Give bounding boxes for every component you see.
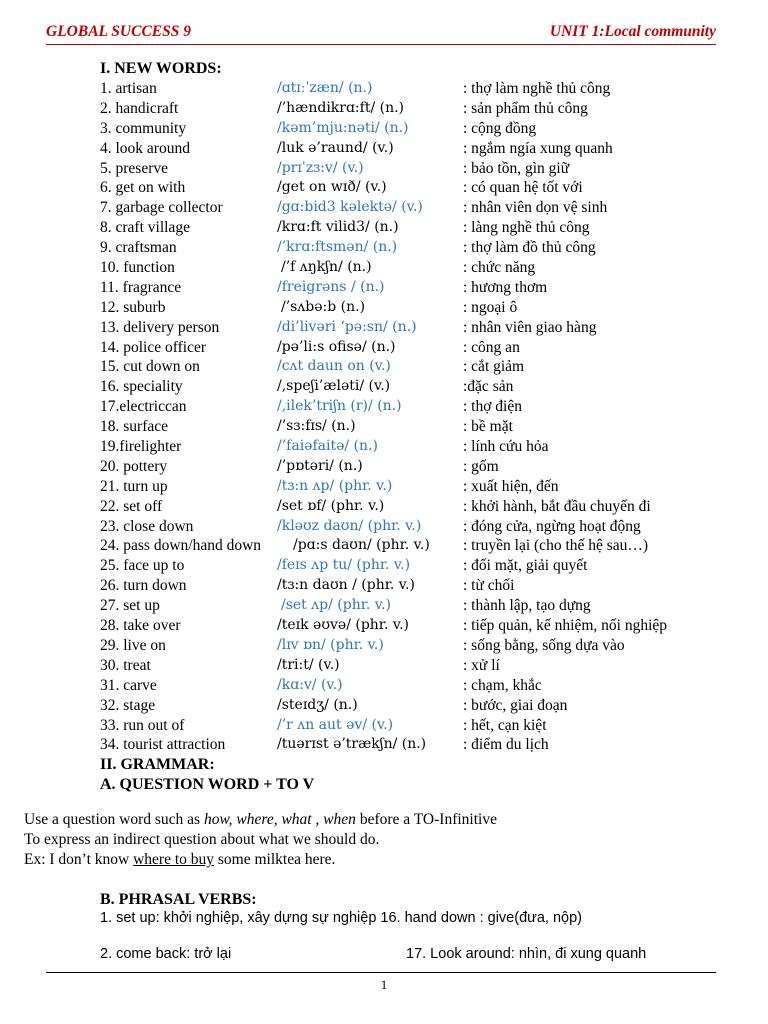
word-pronunciation: /tɜ:n daʊn / (phr. v.) xyxy=(277,577,415,594)
vocabulary-row xyxy=(100,676,740,696)
vocabulary-row xyxy=(100,517,740,537)
word-meaning: : ngoại ô xyxy=(463,298,518,316)
word-meaning: : đối mặt, giải quyết xyxy=(463,557,588,575)
vocabulary-row xyxy=(100,318,740,338)
word-meaning: : thợ điện xyxy=(463,398,522,416)
vocabulary-row xyxy=(100,218,740,238)
word-english: 32. stage xyxy=(100,696,156,714)
vocabulary-row xyxy=(100,417,740,437)
grammar-rule-text-end: before a TO-Infinitive xyxy=(355,811,497,828)
vocabulary-row xyxy=(100,79,740,99)
vocabulary-row xyxy=(100,477,740,497)
word-pronunciation: /kləʊz daʊn/ (phr. v.) xyxy=(277,517,422,534)
word-meaning: : sản phẩm thủ công xyxy=(463,99,588,117)
vocabulary-row xyxy=(100,258,740,278)
word-meaning: : lính cứu hỏa xyxy=(463,438,549,456)
phrasal-verb-row-1: 1. set up: khởi nghiệp, xây dựng sự nghiệp 16. hand down : give(đưa, nộp) xyxy=(100,910,582,926)
word-english: 20. pottery xyxy=(100,457,168,475)
word-meaning: : bảo tồn, gìn giữ xyxy=(463,159,570,177)
grammar-rule-line-1 xyxy=(24,810,497,830)
word-pronunciation: /’sʌbə:b (n.) xyxy=(281,298,366,315)
word-pronunciation: /krɑ:ft vilid3/ (n.) xyxy=(277,219,399,236)
vocabulary-row xyxy=(100,576,740,596)
word-pronunciation: /tuərɪst ə’trækʃn/ (n.) xyxy=(277,736,427,753)
word-pronunciation: /kəm’mju:nəti/ (n.) xyxy=(277,119,409,136)
word-english: 11. fragrance xyxy=(100,278,182,296)
word-meaning: :đặc sản xyxy=(463,378,514,396)
header-unit-title: UNIT 1:Local community xyxy=(549,23,716,40)
word-pronunciation: /freigrəns / (n.) xyxy=(277,278,385,295)
word-meaning: : điểm du lịch xyxy=(463,736,549,754)
word-meaning: : thợ làm nghề thủ công xyxy=(463,80,611,97)
word-meaning: : từ chối xyxy=(463,577,515,595)
word-pronunciation: /tri:t/ (v.) xyxy=(277,656,340,673)
word-meaning: : truyền lại (cho thế hệ sau…) xyxy=(463,537,649,555)
vocabulary-row xyxy=(100,357,740,377)
word-pronunciation: /di’livəri ‘pə:sn/ (n.) xyxy=(277,318,417,335)
word-meaning: : bước, giai đoạn xyxy=(463,696,568,714)
word-pronunciation: /’krɑ:ftsmən/ (n.) xyxy=(277,239,398,256)
word-pronunciation: /get on wɪð/ (v.) xyxy=(277,179,387,196)
word-pronunciation: /’r ʌn aut əv/ (v.) xyxy=(277,716,394,733)
word-english: 29. live on xyxy=(100,636,166,654)
word-pronunciation: /’faiəfaitə/ (n.) xyxy=(277,438,378,455)
word-english: 8. craft village xyxy=(100,219,190,237)
word-english: 3. community xyxy=(100,119,187,137)
word-english: 9. craftsman xyxy=(100,239,177,257)
word-pronunciation: /pə’li:s ofisə/ (n.) xyxy=(277,338,396,355)
vocabulary-row xyxy=(100,636,740,656)
example-underlined: where to buy xyxy=(133,851,214,868)
word-pronunciation: /lɪv ɒn/ (phr. v.) xyxy=(277,636,384,653)
word-english: 4. look around xyxy=(100,139,190,157)
vocabulary-row xyxy=(100,159,740,179)
word-pronunciation: /gɑ:bid3 kəlektə/ (v.) xyxy=(277,199,423,216)
word-english: 31. carve xyxy=(100,676,157,694)
vocabulary-row xyxy=(100,178,740,198)
word-english: 26. turn down xyxy=(100,577,187,595)
section-phrasal-verbs-title: B. PHRASAL VERBS: xyxy=(100,891,257,908)
vocabulary-row xyxy=(100,238,740,258)
word-english: 33. run out of xyxy=(100,716,185,734)
vocabulary-row xyxy=(100,716,740,736)
vocabulary-row xyxy=(100,596,740,616)
word-english: 15. cut down on xyxy=(100,358,200,376)
word-pronunciation: /ɑtɪːˈzæn/ (n.) xyxy=(277,80,373,96)
word-english: 17.electriccan xyxy=(100,398,187,416)
word-english: 34. tourist attraction xyxy=(100,736,226,754)
grammar-example xyxy=(24,850,335,870)
word-english: 25. face up to xyxy=(100,557,185,575)
vocabulary-row xyxy=(100,696,740,716)
phrasal-verb-row-2-left: 2. come back: trở lại xyxy=(100,946,232,962)
vocabulary-list xyxy=(100,79,740,755)
word-english: 18. surface xyxy=(100,418,168,436)
word-english: 23. close down xyxy=(100,517,194,535)
word-meaning: : gốm xyxy=(463,457,499,475)
word-english: 16. speciality xyxy=(100,378,183,396)
vocabulary-row xyxy=(100,377,740,397)
grammar-subsection-a-title: A. QUESTION WORD + TO V xyxy=(100,776,315,794)
vocabulary-row xyxy=(100,99,740,119)
page-header xyxy=(46,20,716,45)
word-meaning: : khởi hành, bắt đầu chuyến đi xyxy=(463,497,651,515)
word-meaning: : nhân viên dọn vệ sinh xyxy=(463,199,608,217)
vocabulary-row xyxy=(100,735,740,755)
word-english: 28. take over xyxy=(100,617,181,635)
word-pronunciation: /,speʃi’æləti/ (v.) xyxy=(277,378,391,395)
word-pronunciation: /teɪk əʊvə/ (phr. v.) xyxy=(277,617,410,634)
word-pronunciation: /set ʌp/ (phr. v.) xyxy=(281,597,391,614)
word-meaning: : chạm, khắc xyxy=(463,676,542,694)
word-pronunciation: /feɪs ʌp tu/ (phr. v.) xyxy=(277,557,411,574)
vocabulary-row xyxy=(100,536,740,556)
word-meaning: : xuất hiện, đến xyxy=(463,477,559,495)
word-pronunciation: /’hændikrɑ:ft/ (n.) xyxy=(277,99,405,116)
word-meaning: : tiếp quản, kế nhiệm, nối nghiệp xyxy=(463,617,668,635)
word-meaning: : cộng đồng xyxy=(463,119,537,137)
word-english: 13. delivery person xyxy=(100,318,220,336)
word-pronunciation: /steɪdʒ/ (n.) xyxy=(277,696,358,713)
question-words-italic: how, where, what , when xyxy=(203,811,356,828)
word-english: 5. preserve xyxy=(100,159,168,177)
word-english: 24. pass down/hand down xyxy=(100,537,262,555)
word-meaning: : làng nghề thủ công xyxy=(463,219,590,237)
example-text-end: some milktea here. xyxy=(214,851,336,868)
word-english: 30. treat xyxy=(100,656,151,674)
footer-divider xyxy=(46,972,716,973)
word-meaning: : hết, cạn kiệt xyxy=(463,716,547,734)
section-grammar-title: II. GRAMMAR: xyxy=(100,756,215,774)
grammar-rule-text: Use a question word such as xyxy=(24,811,204,828)
phrasal-verb-row-2-right: 17. Look around: nhìn, đi xung quanh xyxy=(406,946,647,962)
vocabulary-row xyxy=(100,198,740,218)
word-meaning: : thợ làm đồ thủ công xyxy=(463,239,596,257)
section-new-words-title: I. NEW WORDS: xyxy=(100,60,222,77)
word-meaning: : nhân viên giao hàng xyxy=(463,318,597,336)
word-english: 19.firelighter xyxy=(100,438,182,456)
word-english: 6. get on with xyxy=(100,179,186,197)
vocabulary-row xyxy=(100,397,740,417)
word-pronunciation: /’pɒtəri/ (n.) xyxy=(277,457,363,474)
document-body xyxy=(100,59,740,795)
vocabulary-row xyxy=(100,338,740,358)
vocabulary-row xyxy=(100,556,740,576)
word-pronunciation: /’f ʌŋkʃn/ (n.) xyxy=(281,259,372,276)
word-pronunciation: /prɪˈzɜ:v/ (v.) xyxy=(277,159,364,176)
word-english: 22. set off xyxy=(100,497,163,515)
vocabulary-row xyxy=(100,437,740,457)
word-english: 27. set up xyxy=(100,597,160,615)
word-pronunciation: /’sɜ:fɪs/ (n.) xyxy=(277,418,356,435)
vocabulary-row xyxy=(100,119,740,139)
word-meaning: : sống bằng, sống dựa vào xyxy=(463,636,625,654)
word-meaning: : cắt giảm xyxy=(463,358,525,376)
word-meaning: : chức năng xyxy=(463,259,536,277)
word-meaning: : hương thơm xyxy=(463,278,548,296)
word-meaning: : công an xyxy=(463,338,520,356)
vocabulary-row xyxy=(100,616,740,636)
word-meaning: : ngắm ngía xung quanh xyxy=(463,139,613,157)
word-pronunciation: /luk ə’raund/ (v.) xyxy=(277,139,394,156)
vocabulary-row xyxy=(100,497,740,517)
grammar-rule-line-2: To express an indirect question about what we should do. xyxy=(24,831,380,848)
word-english: 12. suburb xyxy=(100,298,166,316)
word-english: 2. handicraft xyxy=(100,99,179,117)
word-english: 21. turn up xyxy=(100,477,168,495)
word-meaning: : đóng cửa, ngừng hoạt động xyxy=(463,517,641,535)
word-pronunciation: /cʌt daun on (v.) xyxy=(277,358,391,375)
vocabulary-row xyxy=(100,278,740,298)
word-pronunciation: /,ilek’triʃn (r)/ (n.) xyxy=(277,398,402,415)
word-english: 7. garbage collector xyxy=(100,199,223,217)
word-pronunciation: /kɑ:v/ (v.) xyxy=(277,676,343,693)
word-meaning: : có quan hệ tốt với xyxy=(463,179,583,197)
vocabulary-row xyxy=(100,457,740,477)
header-book-title: GLOBAL SUCCESS 9 xyxy=(46,23,191,40)
word-english: 10. function xyxy=(100,259,175,277)
word-meaning: : xử lí xyxy=(463,656,500,674)
word-english: 1. artisan xyxy=(100,80,157,97)
word-pronunciation: /tɜ:n ʌp/ (phr. v.) xyxy=(277,477,393,494)
word-meaning: : bề mặt xyxy=(463,418,513,436)
vocabulary-row xyxy=(100,656,740,676)
word-pronunciation: /set ɒf/ (phr. v.) xyxy=(277,497,385,514)
word-pronunciation: /pɑ:s daʊn/ (phr. v.) xyxy=(293,537,430,554)
example-text: Ex: I don’t know xyxy=(24,851,134,868)
word-english: 14. police officer xyxy=(100,338,207,356)
vocabulary-row xyxy=(100,298,740,318)
vocabulary-row xyxy=(100,139,740,159)
word-meaning: : thành lập, tạo dựng xyxy=(463,597,591,615)
page-number: 1 xyxy=(380,977,388,992)
